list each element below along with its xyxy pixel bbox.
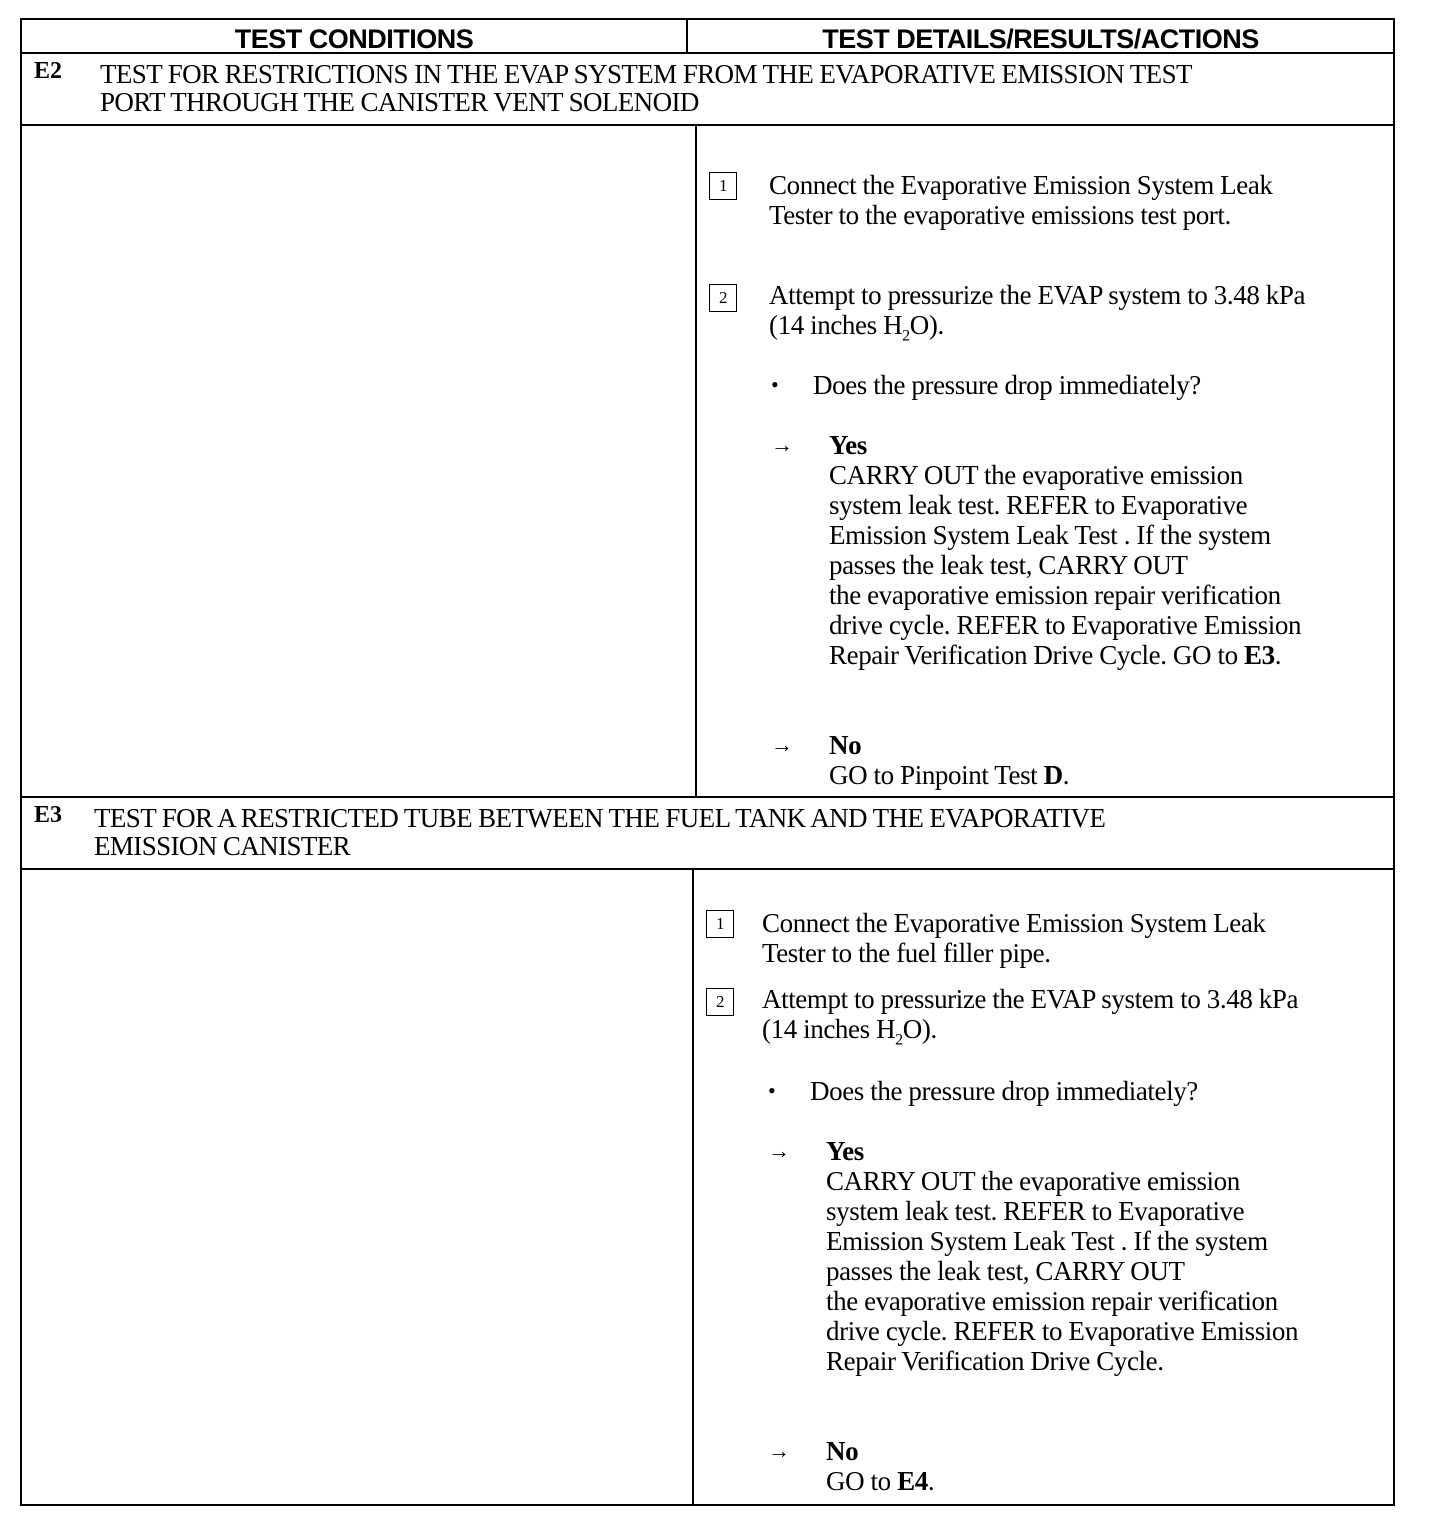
e3-no-post: . xyxy=(927,1466,935,1496)
e2-body-row xyxy=(20,126,1395,798)
e2-no-label: No xyxy=(829,730,862,760)
e2-step-2-line2 xyxy=(769,310,1389,351)
e3-test-conditions-cell xyxy=(22,870,694,1504)
e3-yes-line: Repair Verification Drive Cycle. xyxy=(826,1346,1164,1376)
arrow-right-icon: → xyxy=(771,732,793,757)
e3-no-label: No xyxy=(826,1436,859,1466)
arrow-right-icon: → xyxy=(768,1138,790,1163)
e3-test-details-cell xyxy=(694,870,1393,1504)
e3-body-row xyxy=(20,870,1395,1506)
e2-step-1-line1: Connect the Evaporative Emission System Leak xyxy=(769,170,1273,200)
arrow-right-icon: → xyxy=(768,1438,790,1463)
subscript-2: 2 xyxy=(895,1031,903,1049)
e2-question-text: Does the pressure drop immediately? xyxy=(813,370,1201,400)
e3-step-2-text xyxy=(762,984,1382,1055)
header-test-conditions: TEST CONDITIONS xyxy=(22,20,688,52)
e2-goto-d: D xyxy=(1043,760,1063,790)
e3-yes-line: drive cycle. REFER to Evaporative Emission xyxy=(826,1316,1299,1346)
bullet-icon: • xyxy=(768,1078,776,1103)
e3-step-2-line2-pre: (14 inches H xyxy=(762,1014,896,1044)
e2-no-pre: GO to Pinpoint Test xyxy=(829,760,1044,790)
e2-yes-line: system leak test. REFER to Evaporative xyxy=(829,490,1248,520)
e3-step-1-line2: Tester to the fuel filler pipe. xyxy=(762,938,1051,968)
e2-title-row xyxy=(20,54,1395,126)
e3-no-line xyxy=(826,1466,934,1496)
e2-goto-e3: E3 xyxy=(1244,640,1275,670)
arrow-right-icon: → xyxy=(771,432,793,457)
e2-yes-line: passes the leak test, CARRY OUT xyxy=(829,550,1188,580)
e2-yes-line: CARRY OUT the evaporative emission xyxy=(829,460,1243,490)
e2-test-conditions-cell xyxy=(22,126,697,796)
e2-title xyxy=(100,60,1192,116)
e3-step-2-line2 xyxy=(762,1014,1382,1055)
e2-yes-line: the evaporative emission repair verification xyxy=(829,580,1281,610)
e3-yes-label: Yes xyxy=(826,1136,864,1166)
e2-yes-last-post: . xyxy=(1274,640,1282,670)
bullet-icon: • xyxy=(771,372,779,397)
e2-test-details-cell xyxy=(697,126,1393,796)
step-number-box: 2 xyxy=(709,284,737,312)
e2-yes-line: drive cycle. REFER to Evaporative Emission xyxy=(829,610,1302,640)
e3-title-line2: EMISSION CANISTER xyxy=(94,831,351,861)
e3-no-pre: GO to xyxy=(826,1466,898,1496)
e3-yes-line: system leak test. REFER to Evaporative xyxy=(826,1196,1245,1226)
e2-id: E2 xyxy=(34,58,63,84)
step-number-box: 2 xyxy=(706,988,734,1016)
e3-yes-line: the evaporative emission repair verification xyxy=(826,1286,1278,1316)
e2-step-2-line1: Attempt to pressurize the EVAP system to 3.48 kPa xyxy=(769,280,1306,310)
e2-no-post: . xyxy=(1062,760,1070,790)
e3-yes-line: passes the leak test, CARRY OUT xyxy=(826,1256,1185,1286)
e2-no-line xyxy=(829,760,1069,790)
e3-step-2-line1: Attempt to pressurize the EVAP system to 3.48 kPa xyxy=(762,984,1299,1014)
e2-step-2-line2-pre: (14 inches H xyxy=(769,310,903,340)
e2-title-line2: PORT THROUGH THE CANISTER VENT SOLENOID xyxy=(100,87,699,117)
e2-step-2-text xyxy=(769,280,1389,351)
e2-yes-last-pre: Repair Verification Drive Cycle. GO to xyxy=(829,640,1245,670)
e2-title-line1: TEST FOR RESTRICTIONS IN THE EVAP SYSTEM FROM THE EVAPORATIVE EMISSION TEST xyxy=(100,59,1192,89)
e3-title xyxy=(94,804,1105,860)
e3-yes-line: CARRY OUT the evaporative emission xyxy=(826,1166,1240,1196)
header-test-details: TEST DETAILS/RESULTS/ACTIONS xyxy=(822,24,1259,54)
e3-question-text: Does the pressure drop immediately? xyxy=(810,1076,1198,1106)
e2-step-1-text xyxy=(769,170,1389,230)
step-number-box: 1 xyxy=(709,172,737,200)
e2-yes-line-last xyxy=(829,640,1281,670)
e3-title-row xyxy=(20,798,1395,870)
e3-id: E3 xyxy=(34,802,63,828)
e3-step-2-line2-post: O). xyxy=(902,1014,937,1044)
e3-goto-e4: E4 xyxy=(897,1466,928,1496)
e2-yes-line: Emission System Leak Test . If the system xyxy=(829,520,1271,550)
subscript-2: 2 xyxy=(902,327,910,345)
e3-yes-line: Emission System Leak Test . If the system xyxy=(826,1226,1268,1256)
diagnostic-table xyxy=(20,18,1395,1506)
e2-step-1-line2: Tester to the evaporative emissions test port. xyxy=(769,200,1231,230)
step-number-box: 1 xyxy=(706,910,734,938)
e3-title-line1: TEST FOR A RESTRICTED TUBE BETWEEN THE FUEL TANK AND THE EVAPORATIVE xyxy=(94,803,1106,833)
e3-step-1-text xyxy=(762,908,1382,968)
e2-step-2-line2-post: O). xyxy=(909,310,944,340)
e3-step-1-line1: Connect the Evaporative Emission System Leak xyxy=(762,908,1266,938)
table-header xyxy=(20,18,1395,54)
e2-yes-label: Yes xyxy=(829,430,867,460)
